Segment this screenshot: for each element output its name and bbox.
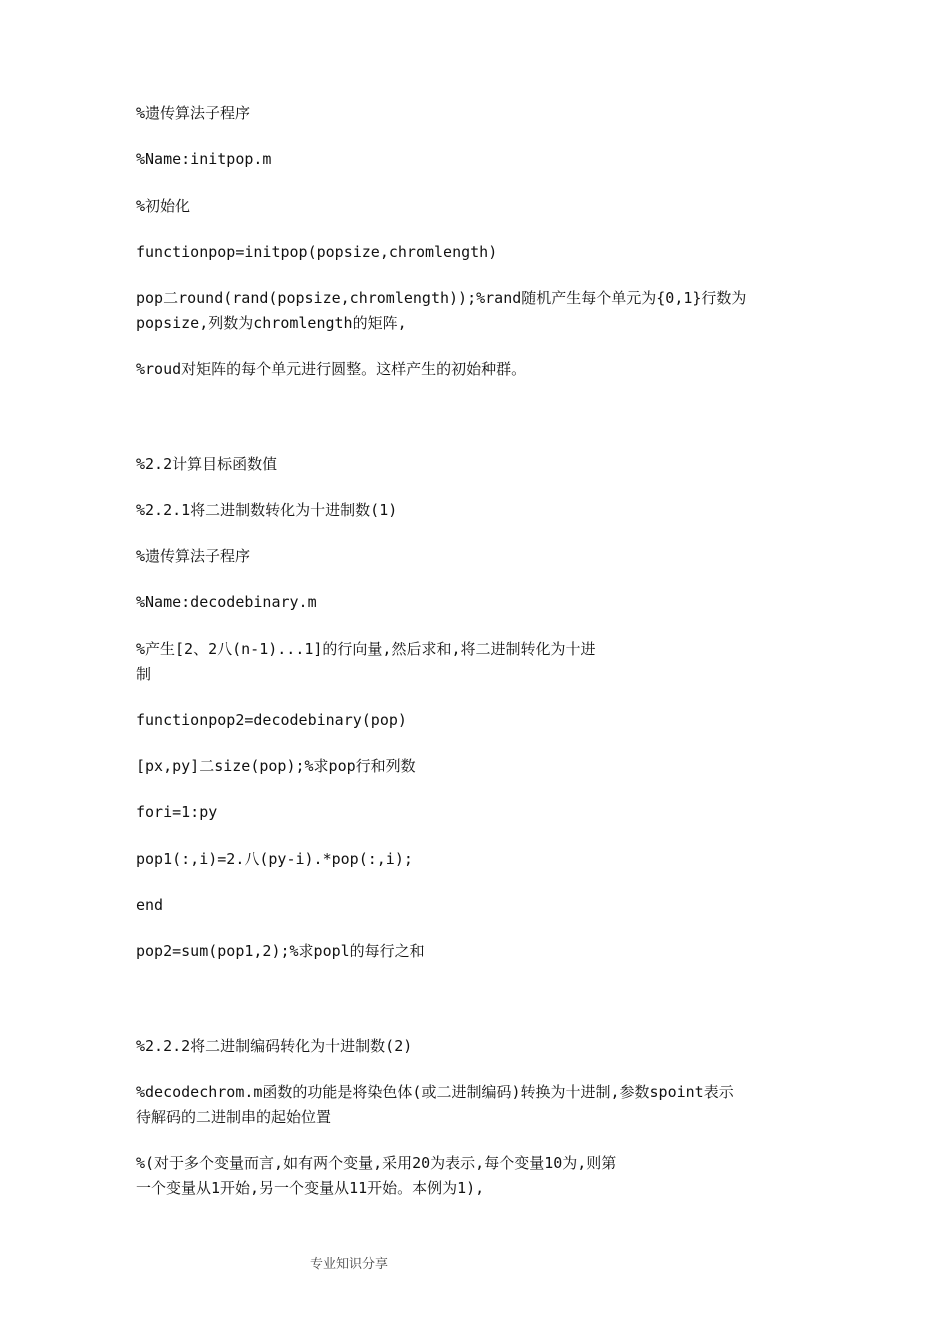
comment-line: 制 bbox=[136, 665, 152, 683]
comment-line: %(对于多个变量而言,如有两个变量,采用20为表示,每个变量10为,则第 bbox=[136, 1154, 617, 1172]
comment-line: %产生[2、2八(n-1)...1]的行向量,然后求和,将二进制转化为十进 bbox=[136, 640, 596, 658]
code-line: pop1(:,i)=2.八(py-i).*pop(:,i); bbox=[136, 850, 413, 868]
comment-line: %roud对矩阵的每个单元进行圆整。这样产生的初始种群。 bbox=[136, 360, 527, 378]
code-line: functionpop2=decodebinary(pop) bbox=[136, 711, 407, 729]
comment-line: %decodechrom.m函数的功能是将染色体(或二进制编码)转换为十进制,参数spoint表示 bbox=[136, 1083, 734, 1101]
code-line: popsize,列数为chromlength的矩阵, bbox=[136, 314, 407, 332]
code-line: [px,py]二size(pop);%求pop行和列数 bbox=[136, 757, 416, 775]
code-line: pop2=sum(pop1,2);%求popl的每行之和 bbox=[136, 942, 425, 960]
comment-line: %遗传算法子程序 bbox=[136, 104, 251, 122]
comment-line: 待解码的二进制串的起始位置 bbox=[136, 1108, 332, 1126]
section-heading: %2.2.1将二进制数转化为十进制数(1) bbox=[136, 501, 398, 519]
comment-line: %Name:decodebinary.m bbox=[136, 593, 317, 611]
comment-line: %遗传算法子程序 bbox=[136, 547, 251, 565]
code-line: functionpop=initpop(popsize,chromlength) bbox=[136, 243, 498, 261]
comment-line: %Name:initpop.m bbox=[136, 150, 272, 168]
code-line: end bbox=[136, 896, 164, 914]
comment-line: 一个变量从1开始,另一个变量从11开始。本例为1), bbox=[136, 1179, 485, 1197]
code-line: fori=1:py bbox=[136, 803, 218, 821]
comment-line: %初始化 bbox=[136, 197, 191, 215]
code-line: pop二round(rand(popsize,chromlength));%rand随机产生每个单元为{0,1}行数为 bbox=[136, 289, 747, 307]
page-footer: 专业知识分享 bbox=[310, 1257, 389, 1272]
section-heading: %2.2.2将二进制编码转化为十进制数(2) bbox=[136, 1037, 413, 1055]
section-heading: %2.2计算目标函数值 bbox=[136, 455, 278, 473]
